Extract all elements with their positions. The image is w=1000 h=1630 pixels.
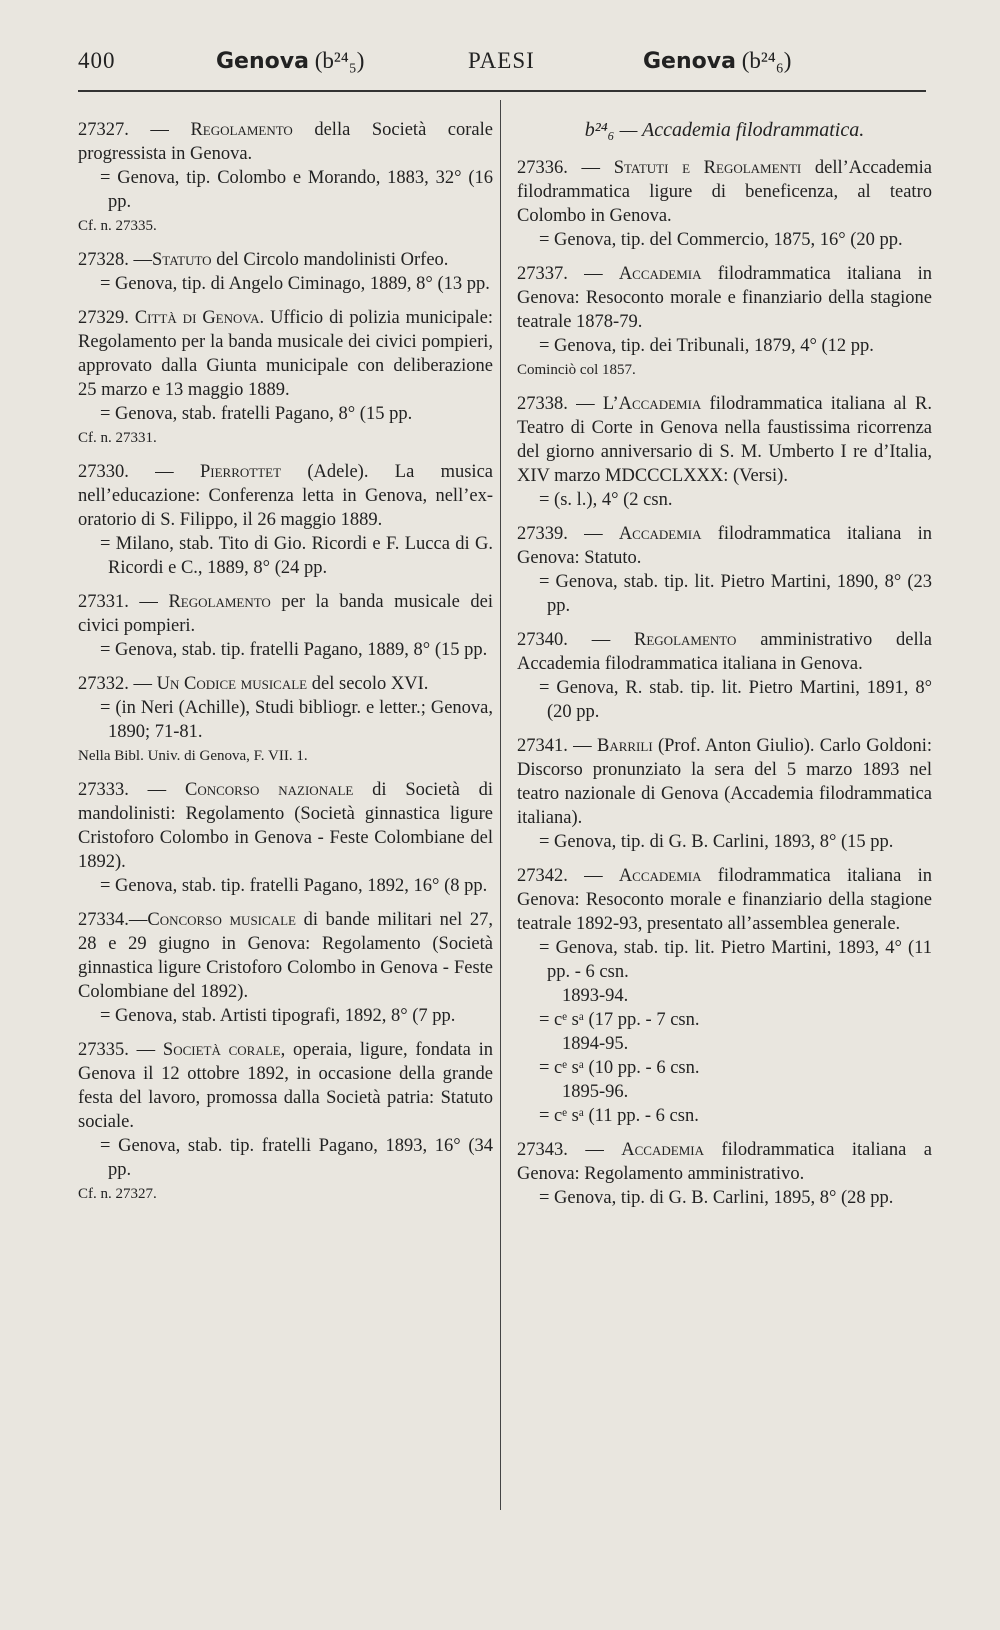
entry-text — [78, 590, 493, 638]
entry-note: Cf. n. 27327. — [78, 1186, 157, 1202]
entry-title: filodrammatica italiana al R. Teatro di Corte in Genova nella faustissima ricorrenza del giorno anniversario di S. M. Umberto I re d’Italia, XIV marzo MDCCCLXXX: (Versi). — [517, 394, 933, 486]
header-left — [216, 48, 364, 74]
entry-27337 — [517, 262, 932, 382]
entry-title: del Circolo mandolinisti Orfeo. — [211, 250, 449, 270]
entry-note: Cf. n. 27331. — [78, 430, 157, 446]
entry-title: filodrammatica italiana in Genova: Resoconto morale e finanziario della stagione teatrale 1892-93, presentato all’assemblea generale. — [517, 866, 933, 934]
entry-27331 — [78, 590, 493, 662]
entry-imprint: = Genova, stab. fratelli Pagano, 8° (15 pp. — [100, 404, 413, 424]
entry-title: per la banda musicale dei civici pompieri. — [78, 592, 494, 636]
entry-text — [517, 864, 932, 936]
entry-number: 27328. — — [78, 250, 152, 270]
entry-note: Cf. n. 27335. — [78, 218, 157, 234]
entry-title: amministrativo della Accademia filodrammatica italiana in Genova. — [517, 630, 932, 674]
entry-number: 27329. — [78, 308, 135, 328]
entry-text — [78, 1038, 493, 1134]
season-year: 1895-96. — [562, 1082, 629, 1102]
entry-text — [78, 460, 493, 532]
entry-title: del secolo XVI. — [307, 674, 429, 694]
entry-heading: Società corale, — [162, 1040, 286, 1060]
entry-number: 27343. — — [517, 1140, 622, 1160]
entry-title: filodrammatica italiana a Genova: Regolamento amministrativo. — [517, 1140, 932, 1184]
entry-imprint: = Genova, tip. dei Tribunali, 1879, 4° (12 pp. — [539, 336, 874, 356]
entry-text — [517, 392, 932, 488]
season-imprint: = cᵉ sᵃ (11 pp. - 6 csn. — [539, 1106, 699, 1126]
entry-title: di bande militari nel 27, 28 e 29 giugno in Genova: Regolamento (Società ginnastica ligure Cristoforo Colombo in Genova - Feste Colombiane del 1892). — [78, 910, 493, 1002]
header-left-section: (b²⁴₅) — [308, 48, 365, 73]
left-column — [78, 118, 493, 1216]
entry-27335 — [78, 1038, 493, 1206]
entry-number: 27331. — — [78, 592, 169, 612]
entry-27327 — [78, 118, 493, 238]
entry-title: di Società di mandolinisti: Regolamento (Società ginnastica ligure Cristoforo Colombo in Genova - Feste Colombiane del 1892). — [78, 780, 494, 872]
entry-imprint: = (in Neri (Achille), Studi bibliogr. e letter.; Genova, 1890; 71-81. — [100, 698, 493, 742]
entry-text — [517, 156, 932, 228]
entry-note: Cominciò col 1857. — [517, 362, 636, 378]
entry-heading: Regolamento — [634, 630, 737, 650]
entry-imprint: = Genova, stab. tip. fratelli Pagano, 1893, 16° (34 pp. — [100, 1136, 493, 1180]
entry-imprint: = Genova, stab. Artisti tipografi, 1892, 8° (7 pp. — [100, 1006, 456, 1026]
entry-text — [78, 672, 493, 696]
column-divider — [500, 100, 501, 1510]
entry-27336 — [517, 156, 932, 252]
entry-number: 27338. — — [517, 394, 603, 414]
entry-text — [517, 1138, 932, 1186]
entry-text — [517, 734, 932, 830]
entry-title: operaia, ligure, fondata in Genova il 12 ottobre 1892, in occasione della grande festa del lavoro, promossa dalla Società patria: Statuto sociale. — [78, 1040, 494, 1132]
entry-imprint: = Genova, stab. tip. fratelli Pagano, 1892, 16° (8 pp. — [100, 876, 488, 896]
entry-number: 27336. — — [517, 158, 614, 178]
running-header — [78, 48, 918, 88]
entry-heading: Statuti e Regolamenti — [613, 158, 802, 178]
entry-heading: Concorso nazionale — [184, 780, 354, 800]
entry-title: (Adele). La musica nell’educazione: Conferenza letta in Genova, nell’ex-oratorio di S. Filippo, il 26 maggio 1889. — [78, 462, 493, 530]
entry-text — [517, 522, 932, 570]
entry-imprint: = Milano, stab. Tito di Gio. Ricordi e F. Lucca di G. Ricordi e C., 1889, 8° (24 pp. — [100, 534, 493, 578]
entry-number: 27335. — — [78, 1040, 163, 1060]
entry-number: 27337. — — [517, 264, 619, 284]
entry-imprint: = Genova, tip. di G. B. Carlini, 1895, 8° (28 pp. — [539, 1188, 894, 1208]
entry-27338 — [517, 392, 932, 512]
right-column — [517, 118, 932, 1220]
entry-number: 27327. — — [78, 120, 191, 140]
entry-27343 — [517, 1138, 932, 1210]
entry-27332 — [78, 672, 493, 768]
entry-27342 — [517, 864, 932, 1128]
entry-heading: Accademia — [621, 1140, 704, 1160]
entry-heading: Città di Genova. — [134, 308, 265, 328]
entry-imprint: = Genova, tip. di Angelo Ciminago, 1889, 8° (13 pp. — [100, 274, 490, 294]
entry-27341 — [517, 734, 932, 854]
entry-imprint: = Genova, tip. del Commercio, 1875, 16° (20 pp. — [539, 230, 903, 250]
entry-27328 — [78, 248, 493, 296]
entry-number: 27334.— — [78, 910, 148, 930]
entry-heading: Un Codice musicale — [156, 674, 308, 694]
entry-heading: L’Accademia — [602, 394, 702, 414]
entry-title: filodrammatica italiana in Genova: Statuto. — [517, 524, 933, 568]
entry-imprint: = Genova, stab. tip. fratelli Pagano, 1889, 8° (15 pp. — [100, 640, 488, 660]
header-rule — [78, 90, 926, 92]
entry-number: 27340. — — [517, 630, 635, 650]
entry-heading: Regolamento — [190, 120, 293, 140]
entry-imprint: = Genova, stab. tip. lit. Pietro Martini, 1893, 4° (11 pp. - 6 csn. — [539, 938, 932, 982]
entry-text — [78, 118, 493, 166]
entry-number: 27330. — — [78, 462, 200, 482]
page-number: 400 — [78, 48, 116, 73]
entry-number: 27339. — — [517, 524, 619, 544]
entry-text — [517, 628, 932, 676]
header-left-city: Genova — [216, 49, 309, 74]
entry-27339 — [517, 522, 932, 618]
season-imprint: = cᵉ sᵃ (10 pp. - 6 csn. — [539, 1058, 700, 1078]
header-right-city: Genova — [643, 49, 736, 74]
entry-imprint: = Genova, R. stab. tip. lit. Pietro Martini, 1891, 8° (20 pp. — [539, 678, 932, 722]
header-right — [643, 48, 791, 74]
entry-imprint: = Genova, tip. Colombo e Morando, 1883, 32° (16 pp. — [100, 168, 493, 212]
entry-title: dell’Accademia filodrammatica ligure di beneficenza, al teatro Colombo in Genova. — [517, 158, 932, 226]
entry-heading: Accademia — [618, 264, 702, 284]
entry-27334 — [78, 908, 493, 1028]
season-year: 1894-95. — [562, 1034, 629, 1054]
entry-heading: Accademia — [618, 524, 702, 544]
entry-title: Ufficio di polizia municipale: Regolamento per la banda musicale dei civici pompieri, approvato dalla Giunta municipale con deliberazione 25 marzo e 13 maggio 1889. — [78, 308, 494, 400]
entry-text — [78, 908, 493, 1004]
entry-imprint: = Genova, stab. tip. lit. Pietro Martini, 1890, 8° (23 pp. — [539, 572, 932, 616]
season-year: 1893-94. — [562, 986, 629, 1006]
entry-27333 — [78, 778, 493, 898]
entry-27340 — [517, 628, 932, 724]
entry-imprint: = Genova, tip. di G. B. Carlini, 1893, 8° (15 pp. — [539, 832, 894, 852]
entry-number: 27342. — — [517, 866, 619, 886]
entry-text — [517, 262, 932, 334]
entry-number: 27333. — — [78, 780, 185, 800]
entry-text — [78, 248, 493, 272]
entry-heading: Barrili — [596, 736, 653, 756]
entry-note: Nella Bibl. Univ. di Genova, F. VII. 1. — [78, 748, 308, 764]
entry-heading: Accademia — [618, 866, 702, 886]
entry-number: 27341. — — [517, 736, 597, 756]
entry-heading: Pierrottet — [199, 462, 282, 482]
entry-heading: Regolamento — [168, 592, 271, 612]
entry-text — [78, 306, 493, 402]
entry-number: 27332. — — [78, 674, 157, 694]
entry-title: (Prof. Anton Giulio). Carlo Goldoni: Discorso pronunziato la sera del 5 marzo 1893 nel teatro nazionale di Genova (Accademia filodrammatica italiana). — [517, 736, 932, 828]
entry-text — [78, 778, 493, 874]
entry-27329 — [78, 306, 493, 450]
entry-title: della Società corale progressista in Genova. — [78, 120, 493, 164]
entry-27330 — [78, 460, 493, 580]
header-center: PAESI — [468, 48, 535, 73]
entry-heading: Concorso musicale — [147, 910, 296, 930]
section-heading: b²⁴₆ — Accademia filodrammatica. — [584, 119, 865, 141]
season-imprint: = cᵉ sᵃ (17 pp. - 7 csn. — [539, 1010, 700, 1030]
header-right-section: (b²⁴₆) — [735, 48, 792, 73]
entry-imprint: = (s. l.), 4° (2 csn. — [539, 490, 673, 510]
entry-title: filodrammatica italiana in Genova: Resoconto morale e finanziario della stagione teatrale 1878-79. — [517, 264, 933, 332]
entry-heading: Statuto — [152, 250, 212, 270]
